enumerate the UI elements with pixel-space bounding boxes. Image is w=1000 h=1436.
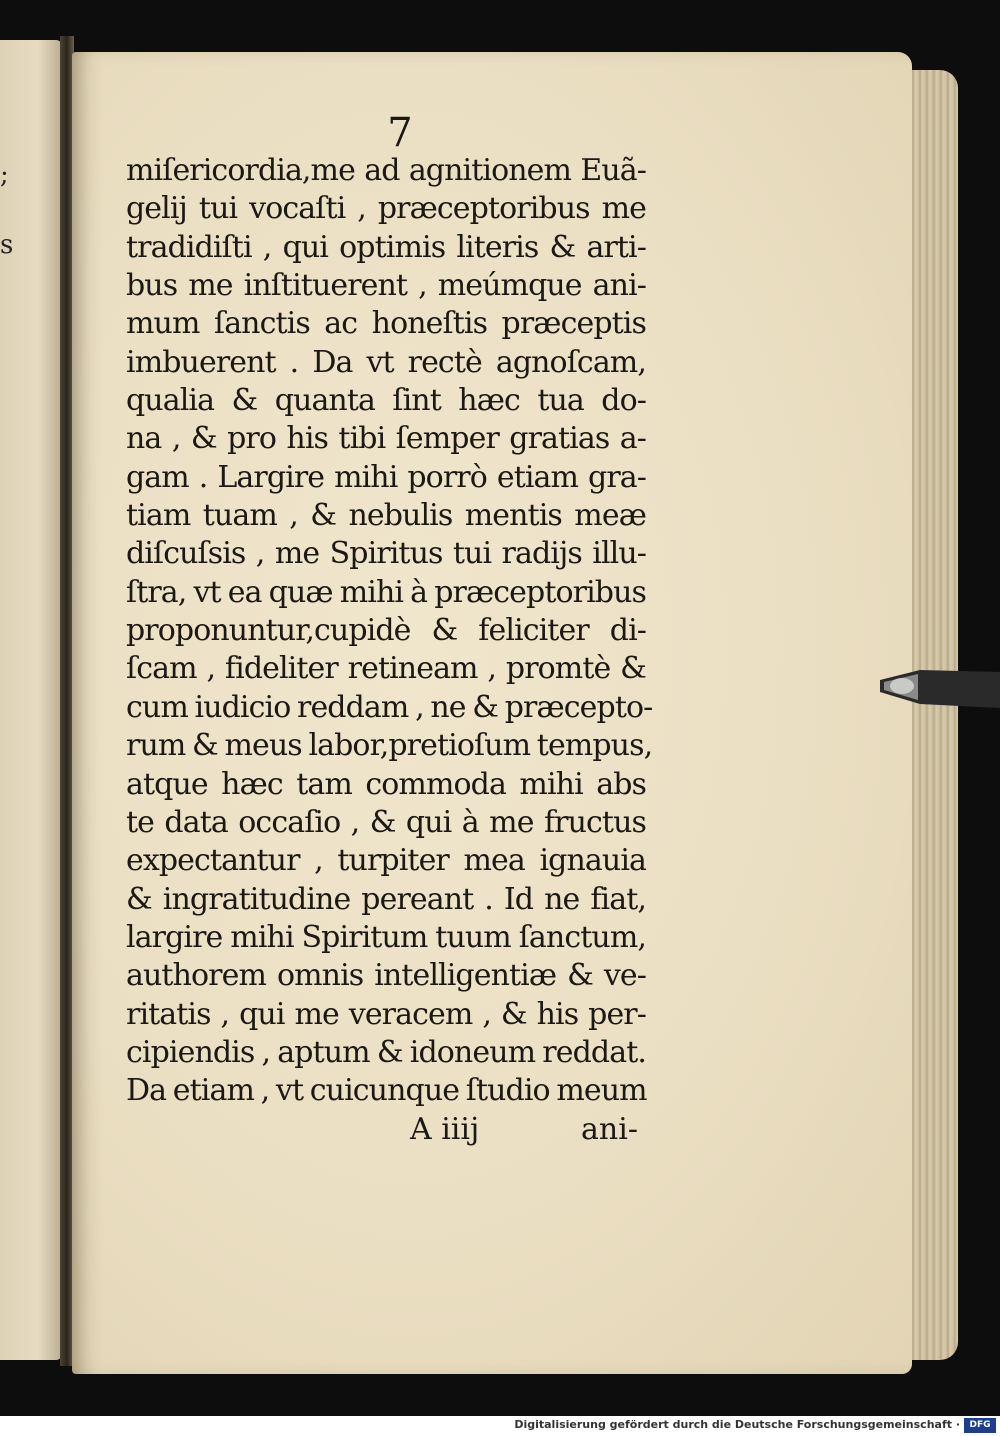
left-page-edge xyxy=(0,40,62,1360)
text-line: Da etiam , vt cuicunque ſtudio meum xyxy=(126,1073,647,1109)
footer-bar xyxy=(0,1416,1000,1436)
text-line: expectantur , turpiter mea ignauia xyxy=(126,843,646,879)
text-line: tradidiſti , qui optimis literis & arti- xyxy=(126,229,646,265)
left-page-mark: ; xyxy=(0,160,9,190)
text-line: ritatis , qui me veracem , & his per- xyxy=(126,996,646,1032)
text-line: proponuntur,cupidè & feliciter di- xyxy=(126,613,646,649)
page-marker-clip-icon xyxy=(880,660,1000,720)
signature-mark: A iiij xyxy=(410,1112,480,1147)
text-line: ſtra, vt ea quæ mihi à præceptoribus xyxy=(126,574,646,610)
text-line: authorem omnis intelligentiæ & ve- xyxy=(126,958,646,994)
text-line: ſcam , fideliter retineam , promtè & xyxy=(126,651,646,687)
text-line: & ingratitudine pereant . Id ne fiat, xyxy=(126,881,646,917)
left-page-mark: s xyxy=(0,230,14,260)
dfg-logo-icon: DFG xyxy=(964,1418,996,1433)
text-line: cipiendis , aptum & idoneum reddat. xyxy=(126,1034,646,1070)
text-line: atque hæc tam commoda mihi abs xyxy=(126,766,646,802)
catchline xyxy=(410,1112,642,1152)
text-line: imbuerent . Da vt rectè agnoſcam, xyxy=(126,344,646,380)
text-line: cum iudicio reddam , ne & præcepto- xyxy=(126,689,653,725)
text-line: largire mihi Spiritum tuum ſanctum, xyxy=(126,919,646,955)
text-line: te data occaſio , & qui à me fructus xyxy=(126,804,646,840)
text-line: gam . Largire mihi porrò etiam gra- xyxy=(126,459,646,495)
text-line: na , & pro his tibi ſemper gratias a- xyxy=(126,421,646,457)
footer-credit: Digitalisierung gefördert durch die Deutsche Forschungsgemeinschaft · xyxy=(514,1418,960,1431)
page-number: 7 xyxy=(387,110,413,156)
text-line: diſcuſsis , me Spiritus tui radijs illu- xyxy=(126,536,646,572)
text-line: gelij tui vocaſti , præceptoribus me xyxy=(126,191,646,227)
text-line: rum & meus labor,pretioſum tempus, xyxy=(126,728,653,764)
text-line: tiam tuam , & nebulis mentis meæ xyxy=(126,498,646,534)
text-line: qualia & quanta ſint hæc tua do- xyxy=(126,383,646,419)
text-line: miſericordia,me ad agnitionem Euã- xyxy=(126,153,646,188)
text-line: mum ſanctis ac honeſtis præceptis xyxy=(126,306,646,342)
page-text xyxy=(126,152,653,1111)
catchword: ani- xyxy=(581,1112,638,1147)
text-line: bus me inſtituerent , meúmque ani- xyxy=(126,268,646,304)
